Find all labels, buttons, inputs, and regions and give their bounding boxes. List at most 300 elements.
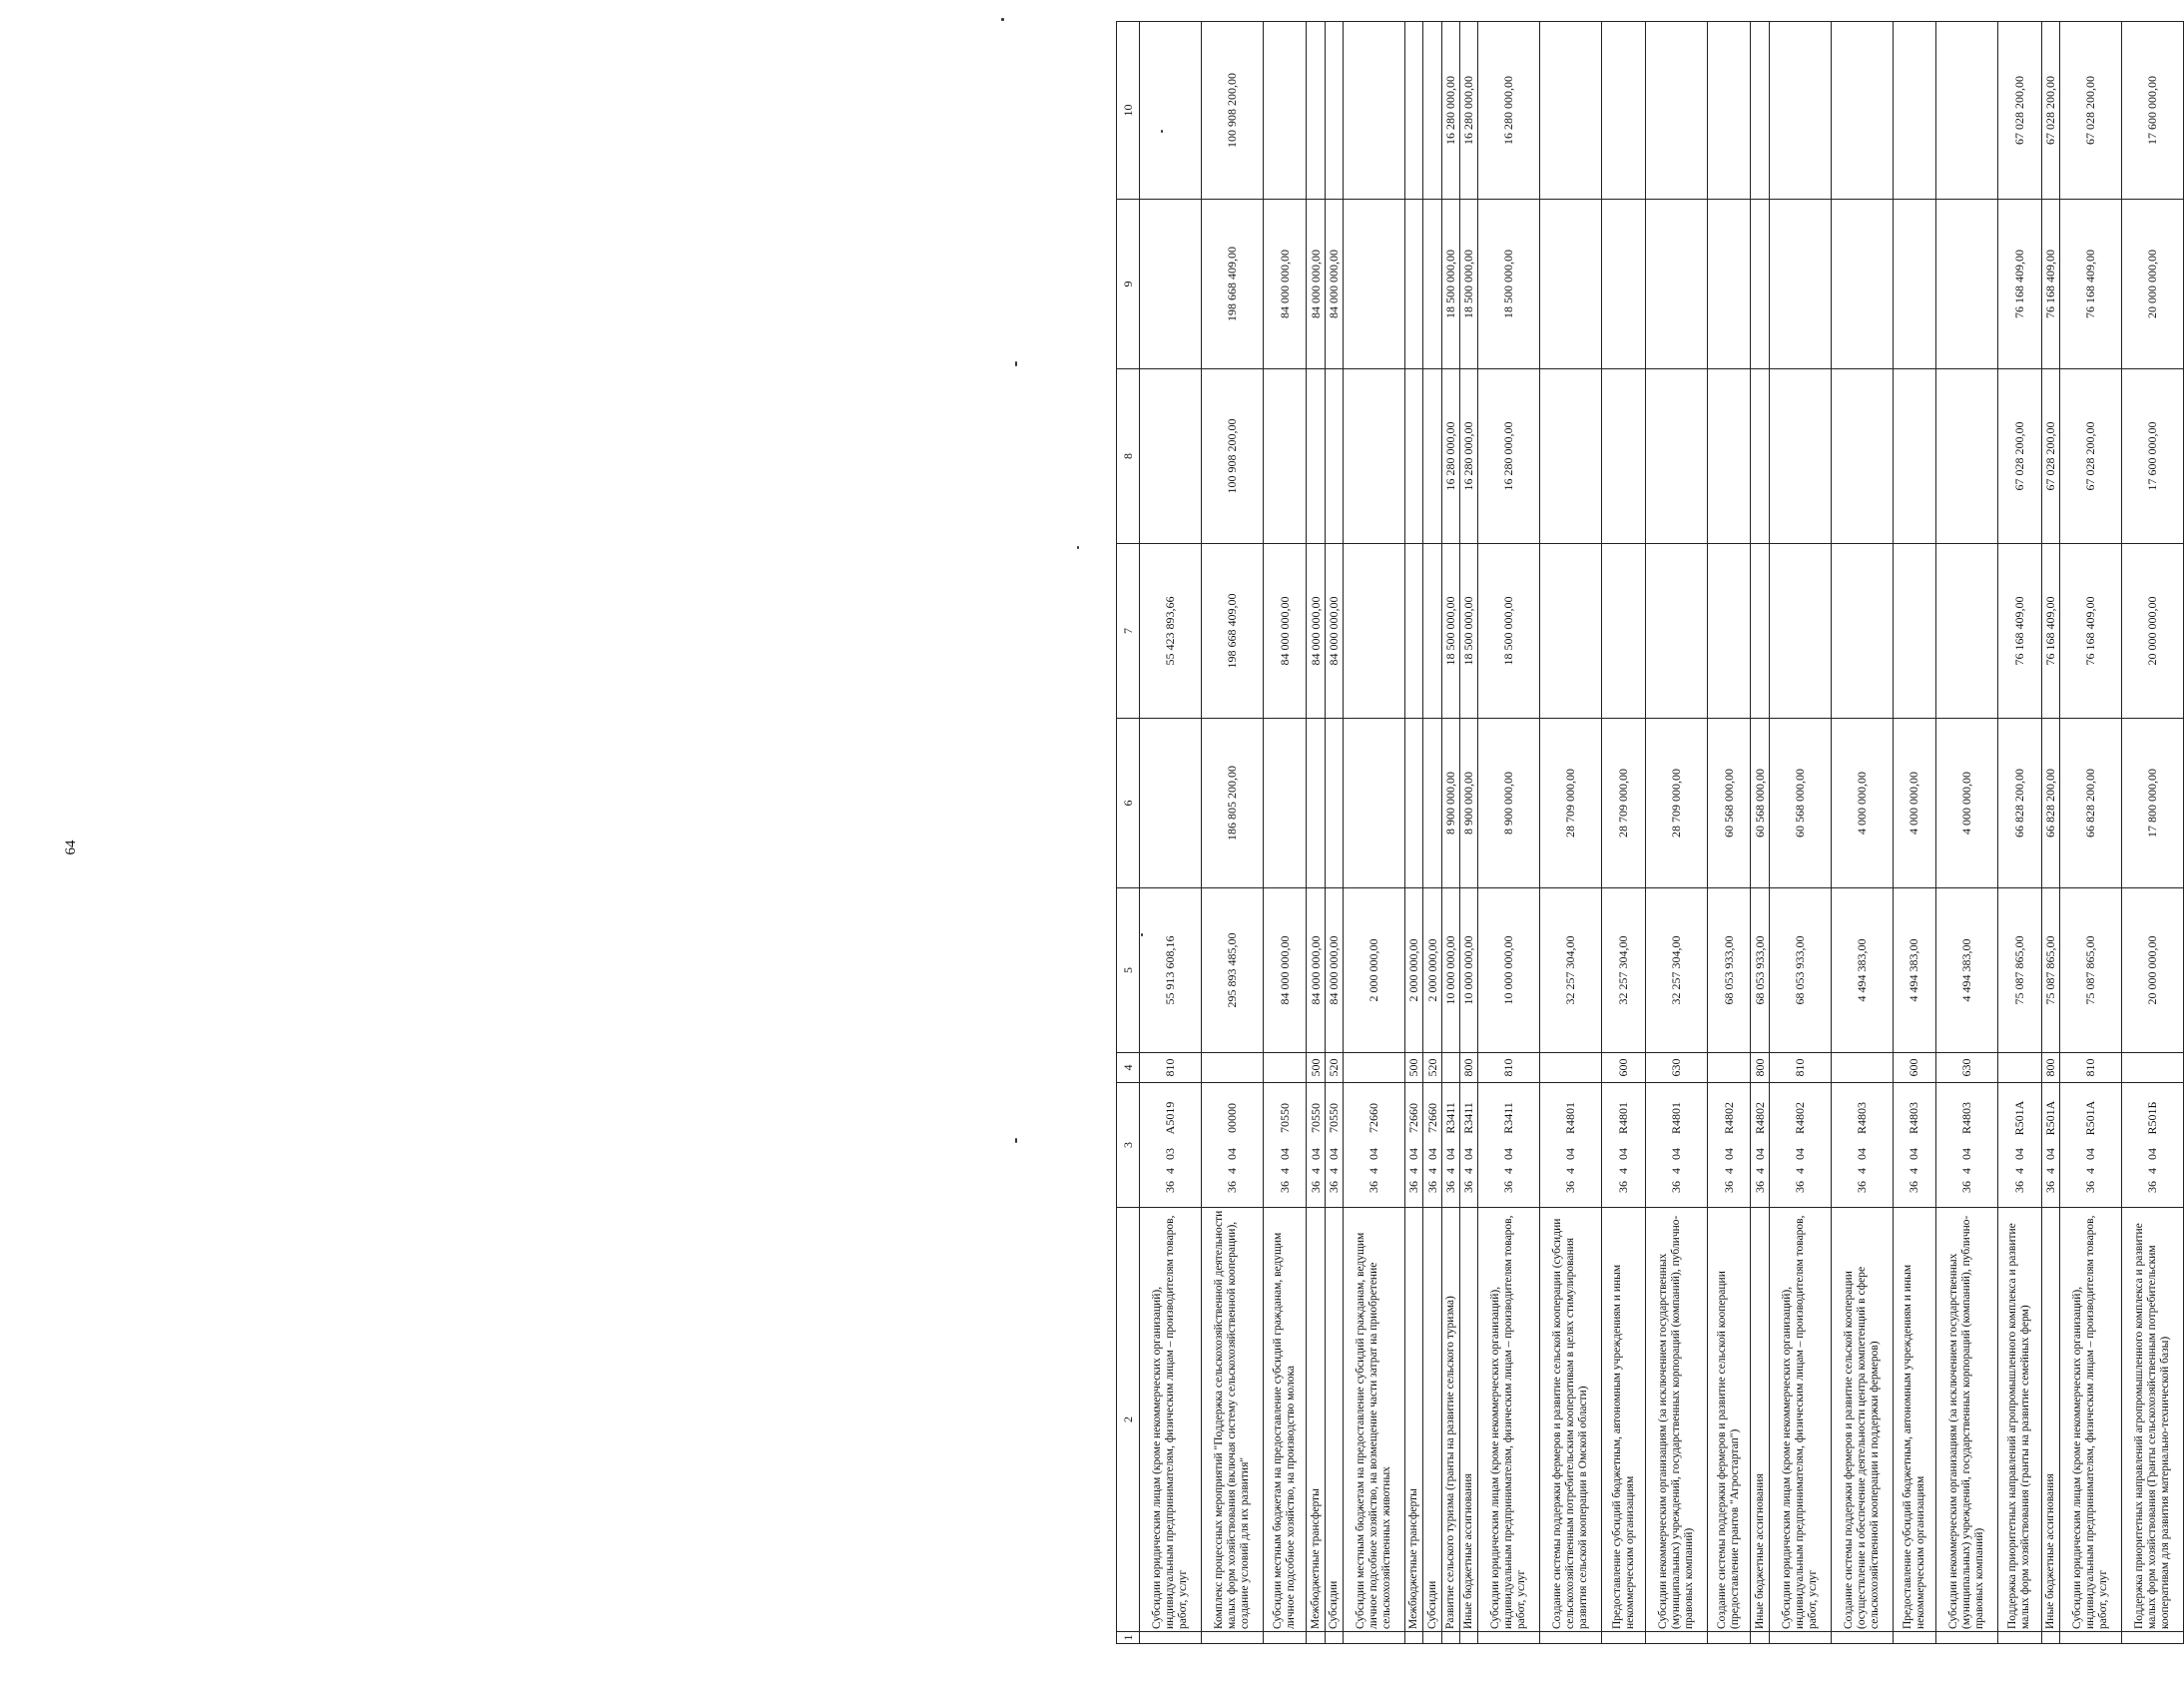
row-index-cell xyxy=(1893,1632,1936,1644)
amount-cell-v10: 16 280 000,00 xyxy=(1478,22,1540,200)
expense-type-cell xyxy=(1263,1053,1307,1083)
expense-type-cell: 500 xyxy=(1405,1053,1423,1083)
amount-cell-v9: 84 000 000,00 xyxy=(1263,200,1307,369)
budget-code-part: 4 xyxy=(1721,1168,1736,1174)
budget-code-cell xyxy=(1769,1083,1831,1208)
amount-cell-v9 xyxy=(1405,200,1423,369)
amount-cell-v5: 68 053 933,00 xyxy=(1707,888,1751,1053)
amount-cell-v9: 20 000 000,00 xyxy=(2121,200,2183,369)
budget-code-cell xyxy=(1602,1083,1646,1208)
amount-cell-v7 xyxy=(1540,544,1602,719)
amount-cell-v5: 10 000 000,00 xyxy=(1460,888,1478,1053)
amount-cell-v8: 16 280 000,00 xyxy=(1478,369,1540,544)
scan-speck xyxy=(1015,361,1017,366)
expense-type-cell: 810 xyxy=(2059,1053,2121,1083)
amount-cell-v8: 16 280 000,00 xyxy=(1460,369,1478,544)
amount-cell-v10 xyxy=(1344,22,1405,200)
amount-cell-v5: 68 053 933,00 xyxy=(1769,888,1831,1053)
amount-cell-v10: 16 280 000,00 xyxy=(1441,22,1459,200)
budget-code-part: R501A xyxy=(2011,1100,2026,1136)
amount-cell-v5: 32 257 304,00 xyxy=(1645,888,1707,1053)
budget-code-part: 04 xyxy=(2042,1148,2057,1160)
budget-code-part: 36 xyxy=(1406,1181,1421,1193)
amount-cell-v9 xyxy=(1831,200,1893,369)
amount-cell-v5: 55 913 608,16 xyxy=(1140,888,1202,1053)
amount-cell-v7: 18 500 000,00 xyxy=(1460,544,1478,719)
amount-cell-v7 xyxy=(1645,544,1707,719)
amount-cell-v8 xyxy=(1140,369,1202,544)
budget-code-part: 4 xyxy=(1308,1168,1323,1174)
amount-cell-v9: 18 500 000,00 xyxy=(1460,200,1478,369)
budget-code-cell xyxy=(1405,1083,1423,1208)
budget-code-part: 4 xyxy=(1907,1168,1921,1174)
budget-code-cell xyxy=(1540,1083,1602,1208)
amount-cell-v10: 100 908 200,00 xyxy=(1201,22,1263,200)
budget-code-cell xyxy=(1201,1083,1263,1208)
amount-cell-v7: 76 168 409,00 xyxy=(2041,544,2059,719)
table-row xyxy=(1751,22,1769,1644)
budget-code-part: 70550 xyxy=(1308,1103,1323,1133)
budget-code-part: 36 xyxy=(1616,1181,1631,1193)
budget-code-cell xyxy=(2041,1083,2059,1208)
rotated-table-container xyxy=(1116,22,2184,1644)
amount-cell-v8 xyxy=(1602,369,1646,544)
amount-cell-v10: 67 028 200,00 xyxy=(2041,22,2059,200)
amount-cell-v10 xyxy=(1307,22,1325,200)
amount-cell-v7 xyxy=(1751,544,1769,719)
amount-cell-v8 xyxy=(1751,369,1769,544)
amount-cell-v8: 67 028 200,00 xyxy=(2059,369,2121,544)
budget-code-part: 36 xyxy=(1162,1181,1177,1193)
budget-code-part: 4 xyxy=(1752,1168,1767,1174)
budget-code-part: 4 xyxy=(1224,1168,1239,1174)
budget-code-part: R501Б xyxy=(2144,1101,2159,1135)
amount-cell-v5: 295 893 485,00 xyxy=(1201,888,1263,1053)
expense-type-cell xyxy=(1201,1053,1263,1083)
row-index-cell xyxy=(2059,1632,2121,1644)
amount-cell-v6: 28 709 000,00 xyxy=(1540,719,1602,888)
budget-code-part: 04 xyxy=(1668,1148,1683,1160)
amount-cell-v8: 67 028 200,00 xyxy=(2041,369,2059,544)
amount-cell-v8 xyxy=(1263,369,1307,544)
budget-code-cell xyxy=(1478,1083,1540,1208)
item-name-cell: Субсидии юридическим лицам (кроме некоммерческих организаций), индивидуальным предпринимателям, физическим лицам – производителям товаров, работ, услуг xyxy=(1478,1208,1540,1632)
amount-cell-v6: 8 900 000,00 xyxy=(1460,719,1478,888)
amount-cell-v9 xyxy=(1645,200,1707,369)
budget-table xyxy=(1116,21,2184,1644)
expense-type-cell: 600 xyxy=(1893,1053,1936,1083)
amount-cell-v6 xyxy=(1325,719,1343,888)
amount-cell-v6: 8 900 000,00 xyxy=(1441,719,1459,888)
amount-cell-v6 xyxy=(1307,719,1325,888)
amount-cell-v5: 4 494 383,00 xyxy=(1893,888,1936,1053)
amount-cell-v8 xyxy=(1645,369,1707,544)
budget-code-part: 04 xyxy=(1616,1148,1631,1160)
budget-code-part: 4 xyxy=(1616,1168,1631,1174)
amount-cell-v5: 84 000 000,00 xyxy=(1307,888,1325,1053)
budget-code-cell xyxy=(1441,1083,1459,1208)
table-row xyxy=(2121,22,2183,1644)
table-row xyxy=(1460,22,1478,1644)
amount-cell-v7: 84 000 000,00 xyxy=(1263,544,1307,719)
expense-type-cell: 630 xyxy=(1645,1053,1707,1083)
budget-code-part: 04 xyxy=(1461,1148,1476,1160)
budget-code-part: 04 xyxy=(1326,1148,1341,1160)
budget-code-part: 04 xyxy=(2082,1148,2097,1160)
item-name-cell: Субсидии некоммерческим организациям (за исключением государственных (муниципальных) учреждений, государственных корпораций (компаний), публично-правовых компаний) xyxy=(1936,1208,1998,1632)
table-row xyxy=(1831,22,1893,1644)
amount-cell-v6 xyxy=(1423,719,1441,888)
amount-cell-v6: 28 709 000,00 xyxy=(1602,719,1646,888)
amount-cell-v9 xyxy=(1423,200,1441,369)
table-row xyxy=(1344,22,1405,1644)
item-name-cell: Субсидии xyxy=(1325,1208,1343,1632)
item-name-cell: Иные бюджетные ассигнования xyxy=(1460,1208,1478,1632)
budget-code-part: 04 xyxy=(1563,1148,1578,1160)
amount-cell-v10 xyxy=(1540,22,1602,200)
budget-code-part: 04 xyxy=(1308,1148,1323,1160)
amount-cell-v7: 76 168 409,00 xyxy=(2059,544,2121,719)
budget-code-cell xyxy=(1325,1083,1343,1208)
budget-code-part: R4803 xyxy=(1854,1102,1869,1135)
item-name-cell: Субсидии местным бюджетам на предоставление субсидий гражданам, ведущим личное подсобное хозяйство, на возмещение части затрат на приобретение сельскохозяйственных животных xyxy=(1344,1208,1405,1632)
budget-code-part: 04 xyxy=(1277,1148,1292,1160)
budget-code-part: 4 xyxy=(1792,1168,1807,1174)
table-row xyxy=(1325,22,1343,1644)
budget-code-part: R4801 xyxy=(1563,1102,1578,1135)
budget-code-part: 36 xyxy=(1424,1181,1439,1193)
budget-code-part: A5019 xyxy=(1162,1101,1177,1135)
budget-code-part: R4803 xyxy=(1907,1102,1921,1135)
row-index-cell xyxy=(1602,1632,1646,1644)
column-header: 7 xyxy=(1117,544,1140,719)
budget-code-part: R3411 xyxy=(1461,1102,1476,1134)
amount-cell-v6 xyxy=(1263,719,1307,888)
budget-code-part: 4 xyxy=(1461,1168,1476,1174)
expense-type-cell xyxy=(1707,1053,1751,1083)
amount-cell-v6: 60 568 000,00 xyxy=(1707,719,1751,888)
scan-speck xyxy=(1015,1138,1017,1143)
amount-cell-v8 xyxy=(1936,369,1998,544)
amount-cell-v6 xyxy=(1344,719,1405,888)
budget-code-cell xyxy=(2059,1083,2121,1208)
budget-code-part: 04 xyxy=(1854,1148,1869,1160)
item-name-cell: Субсидии местным бюджетам на предоставление субсидий гражданам, ведущим личное подсобное хозяйство, на производство молока xyxy=(1263,1208,1307,1632)
budget-code-part: 70550 xyxy=(1277,1103,1292,1133)
budget-code-part: R4801 xyxy=(1616,1102,1631,1135)
amount-cell-v5: 75 087 865,00 xyxy=(2059,888,2121,1053)
expense-type-cell: 800 xyxy=(1751,1053,1769,1083)
amount-cell-v8 xyxy=(1423,369,1441,544)
amount-cell-v7 xyxy=(1423,544,1441,719)
item-name-cell: Иные бюджетные ассигнования xyxy=(2041,1208,2059,1632)
expense-type-cell: 520 xyxy=(1423,1053,1441,1083)
budget-code-cell xyxy=(1893,1083,1936,1208)
budget-code-cell xyxy=(1751,1083,1769,1208)
budget-code-part: R4802 xyxy=(1792,1102,1807,1135)
row-index-cell xyxy=(1423,1632,1441,1644)
budget-code-part: R501A xyxy=(2082,1100,2097,1136)
row-index-cell xyxy=(1201,1632,1263,1644)
expense-type-cell xyxy=(1344,1053,1405,1083)
budget-code-part: 36 xyxy=(2144,1181,2159,1193)
budget-code-cell xyxy=(1831,1083,1893,1208)
table-row xyxy=(1478,22,1540,1644)
row-index-cell xyxy=(1751,1632,1769,1644)
scan-speck xyxy=(1141,933,1143,936)
amount-cell-v10 xyxy=(1263,22,1307,200)
budget-code-part: 04 xyxy=(2144,1148,2159,1160)
budget-code-part: 03 xyxy=(1162,1148,1177,1160)
amount-cell-v8 xyxy=(1831,369,1893,544)
amount-cell-v8 xyxy=(1325,369,1343,544)
budget-code-part: 36 xyxy=(1721,1181,1736,1193)
table-row xyxy=(1263,22,1307,1644)
amount-cell-v5: 68 053 933,00 xyxy=(1751,888,1769,1053)
budget-code-part: 36 xyxy=(1752,1181,1767,1193)
row-index-cell xyxy=(2041,1632,2059,1644)
amount-cell-v9 xyxy=(1602,200,1646,369)
budget-code-part: 36 xyxy=(1563,1181,1578,1193)
column-header: 5 xyxy=(1117,888,1140,1053)
row-index-cell xyxy=(1263,1632,1307,1644)
table-row xyxy=(1423,22,1441,1644)
amount-cell-v10 xyxy=(1751,22,1769,200)
row-index-cell xyxy=(1707,1632,1751,1644)
expense-type-cell: 810 xyxy=(1140,1053,1202,1083)
item-name-cell: Предоставление субсидий бюджетным, автономным учреждениям и иным некоммерческим организациям xyxy=(1602,1208,1646,1632)
amount-cell-v10: 67 028 200,00 xyxy=(2059,22,2121,200)
budget-code-part: 36 xyxy=(1326,1181,1341,1193)
budget-code-part: 36 xyxy=(1366,1181,1381,1193)
table-row xyxy=(2041,22,2059,1644)
amount-cell-v6: 60 568 000,00 xyxy=(1751,719,1769,888)
item-name-cell: Межбюджетные трансферты xyxy=(1307,1208,1325,1632)
table-row xyxy=(1602,22,1646,1644)
expense-type-cell xyxy=(1441,1053,1459,1083)
table-row xyxy=(1140,22,1202,1644)
column-header: 9 xyxy=(1117,200,1140,369)
budget-code-part: 04 xyxy=(2011,1148,2026,1160)
row-index-cell xyxy=(1140,1632,1202,1644)
amount-cell-v10 xyxy=(1325,22,1343,200)
budget-code-part: 4 xyxy=(2011,1168,2026,1174)
budget-code-part: 36 xyxy=(1277,1181,1292,1193)
amount-cell-v8: 100 908 200,00 xyxy=(1201,369,1263,544)
budget-code-part: 36 xyxy=(1461,1181,1476,1193)
amount-cell-v5: 75 087 865,00 xyxy=(1998,888,2042,1053)
amount-cell-v7 xyxy=(1707,544,1751,719)
budget-code-part: 04 xyxy=(1224,1148,1239,1160)
column-header: 10 xyxy=(1117,22,1140,200)
budget-code-cell xyxy=(1707,1083,1751,1208)
table-header-row xyxy=(1117,22,1140,1644)
item-name-cell: Поддержка приоритетных направлений агропромышленного комплекса и развитие малых форм хозяйствования (Гранты сельскохозяйственным потребительским кооперативам для развития материально-технической базы) xyxy=(2121,1208,2183,1632)
amount-cell-v9: 76 168 409,00 xyxy=(2041,200,2059,369)
expense-type-cell xyxy=(2121,1053,2183,1083)
table-row xyxy=(1405,22,1423,1644)
budget-code-cell xyxy=(1140,1083,1202,1208)
budget-code-cell xyxy=(1344,1083,1405,1208)
table-row xyxy=(1307,22,1325,1644)
budget-code-cell xyxy=(2121,1083,2183,1208)
amount-cell-v6: 28 709 000,00 xyxy=(1645,719,1707,888)
budget-code-cell xyxy=(1263,1083,1307,1208)
table-row xyxy=(1769,22,1831,1644)
amount-cell-v7: 84 000 000,00 xyxy=(1325,544,1343,719)
amount-cell-v9 xyxy=(1707,200,1751,369)
table-row xyxy=(1707,22,1751,1644)
budget-code-part: 00000 xyxy=(1224,1103,1239,1133)
budget-code-cell xyxy=(1645,1083,1707,1208)
budget-code-part: 36 xyxy=(2082,1181,2097,1193)
amount-cell-v7 xyxy=(1893,544,1936,719)
column-header: 2 xyxy=(1117,1208,1140,1632)
column-header: 8 xyxy=(1117,369,1140,544)
expense-type-cell xyxy=(1540,1053,1602,1083)
table-row xyxy=(1936,22,1998,1644)
budget-code-part: 04 xyxy=(1959,1148,1974,1160)
amount-cell-v10 xyxy=(1140,22,1202,200)
amount-cell-v9: 18 500 000,00 xyxy=(1478,200,1540,369)
table-body xyxy=(1140,22,2184,1644)
amount-cell-v7: 18 500 000,00 xyxy=(1478,544,1540,719)
amount-cell-v5: 2 000 000,00 xyxy=(1423,888,1441,1053)
item-name-cell: Создание системы поддержки фермеров и развитие сельской кооперации (предоставление грантов "Агростартап") xyxy=(1707,1208,1751,1632)
budget-code-cell xyxy=(1307,1083,1325,1208)
amount-cell-v7 xyxy=(1769,544,1831,719)
amount-cell-v9: 76 168 409,00 xyxy=(2059,200,2121,369)
amount-cell-v7: 20 000 000,00 xyxy=(2121,544,2183,719)
budget-code-part: 4 xyxy=(1854,1168,1869,1174)
expense-type-cell: 800 xyxy=(1460,1053,1478,1083)
amount-cell-v5: 84 000 000,00 xyxy=(1263,888,1307,1053)
budget-code-part: 04 xyxy=(1721,1148,1736,1160)
amount-cell-v10: 17 600 000,00 xyxy=(2121,22,2183,200)
amount-cell-v5: 20 000 000,00 xyxy=(2121,888,2183,1053)
amount-cell-v10 xyxy=(1645,22,1707,200)
budget-code-part: R3411 xyxy=(1442,1102,1457,1134)
budget-code-part: 36 xyxy=(1308,1181,1323,1193)
amount-cell-v10 xyxy=(1936,22,1998,200)
amount-cell-v6: 66 828 200,00 xyxy=(2041,719,2059,888)
amount-cell-v6: 8 900 000,00 xyxy=(1478,719,1540,888)
amount-cell-v5: 4 494 383,00 xyxy=(1936,888,1998,1053)
budget-code-part: 36 xyxy=(1792,1181,1807,1193)
amount-cell-v10 xyxy=(1769,22,1831,200)
amount-cell-v6: 17 800 000,00 xyxy=(2121,719,2183,888)
row-index-cell xyxy=(1405,1632,1423,1644)
scan-speck xyxy=(1161,130,1163,133)
row-index-cell xyxy=(1769,1632,1831,1644)
item-name-cell: Создание системы поддержки фермеров и развитие сельской кооперации (субсидии сельскохозяйственным потребительским кооперативам в целях стимулирования развития сельской кооперации в Омской области) xyxy=(1540,1208,1602,1632)
budget-code-part: 72660 xyxy=(1366,1103,1381,1133)
amount-cell-v5: 10 000 000,00 xyxy=(1478,888,1540,1053)
budget-code-part: 04 xyxy=(1442,1148,1457,1160)
amount-cell-v6: 60 568 000,00 xyxy=(1769,719,1831,888)
row-index-cell xyxy=(1540,1632,1602,1644)
amount-cell-v5: 2 000 000,00 xyxy=(1405,888,1423,1053)
amount-cell-v6: 66 828 200,00 xyxy=(1998,719,2042,888)
item-name-cell: Предоставление субсидий бюджетным, автономным учреждениям и иным некоммерческим организациям xyxy=(1893,1208,1936,1632)
amount-cell-v7: 18 500 000,00 xyxy=(1441,544,1459,719)
row-index-cell xyxy=(1325,1632,1343,1644)
budget-code-part: 4 xyxy=(1326,1168,1341,1174)
expense-type-cell xyxy=(1831,1053,1893,1083)
amount-cell-v6: 186 805 200,00 xyxy=(1201,719,1263,888)
item-name-cell: Развитие сельского туризма (гранты на развитие сельского туризма) xyxy=(1441,1208,1459,1632)
amount-cell-v8: 17 600 000,00 xyxy=(2121,369,2183,544)
budget-code-cell xyxy=(1423,1083,1441,1208)
budget-code-part: 4 xyxy=(1277,1168,1292,1174)
budget-code-part: 04 xyxy=(1406,1148,1421,1160)
amount-cell-v9 xyxy=(1769,200,1831,369)
budget-code-part: 36 xyxy=(2042,1181,2057,1193)
budget-code-cell xyxy=(1460,1083,1478,1208)
scan-speck xyxy=(1001,18,1004,21)
budget-code-part: 36 xyxy=(1668,1181,1683,1193)
table-row xyxy=(1201,22,1263,1644)
row-index-cell xyxy=(2121,1632,2183,1644)
budget-code-part: 36 xyxy=(1224,1181,1239,1193)
item-name-cell: Субсидии юридическим лицам (кроме некоммерческих организаций), индивидуальным предпринимателям, физическим лицам – производителям товаров, работ, услуг xyxy=(1769,1208,1831,1632)
expense-type-cell: 520 xyxy=(1325,1053,1343,1083)
row-index-cell xyxy=(1645,1632,1707,1644)
budget-code-part: 4 xyxy=(1668,1168,1683,1174)
budget-code-part: 36 xyxy=(1854,1181,1869,1193)
column-header: 3 xyxy=(1117,1083,1140,1208)
amount-cell-v8 xyxy=(1540,369,1602,544)
row-index-cell xyxy=(1344,1632,1405,1644)
amount-cell-v7 xyxy=(1405,544,1423,719)
budget-code-part: R4801 xyxy=(1668,1102,1683,1135)
amount-cell-v9 xyxy=(1540,200,1602,369)
amount-cell-v7: 76 168 409,00 xyxy=(1998,544,2042,719)
amount-cell-v8 xyxy=(1307,369,1325,544)
table-row xyxy=(1893,22,1936,1644)
budget-code-part: 4 xyxy=(1501,1168,1516,1174)
amount-cell-v7: 198 668 409,00 xyxy=(1201,544,1263,719)
budget-code-part: 70550 xyxy=(1326,1103,1341,1133)
row-index-cell xyxy=(1441,1632,1459,1644)
amount-cell-v9: 198 668 409,00 xyxy=(1201,200,1263,369)
amount-cell-v8 xyxy=(1893,369,1936,544)
amount-cell-v6 xyxy=(1140,719,1202,888)
row-index-cell xyxy=(1831,1632,1893,1644)
amount-cell-v10: 16 280 000,00 xyxy=(1460,22,1478,200)
budget-code-part: 4 xyxy=(2042,1168,2057,1174)
budget-code-part: 04 xyxy=(1366,1148,1381,1160)
budget-code-cell xyxy=(1936,1083,1998,1208)
amount-cell-v7 xyxy=(1831,544,1893,719)
item-name-cell: Иные бюджетные ассигнования xyxy=(1751,1208,1769,1632)
amount-cell-v9: 18 500 000,00 xyxy=(1441,200,1459,369)
row-index-cell xyxy=(1998,1632,2042,1644)
item-name-cell: Комплекс процессных мероприятий "Поддержка сельскохозяйственной деятельности малых форм хозяйствования (включая систему сельскохозяйственной кооперации), создание условий для их развития" xyxy=(1201,1208,1263,1632)
amount-cell-v7: 84 000 000,00 xyxy=(1307,544,1325,719)
budget-code-part: 36 xyxy=(2011,1181,2026,1193)
row-index-cell xyxy=(1307,1632,1325,1644)
budget-code-part: 04 xyxy=(1424,1148,1439,1160)
expense-type-cell: 810 xyxy=(1769,1053,1831,1083)
amount-cell-v10 xyxy=(1423,22,1441,200)
budget-code-part: 04 xyxy=(1907,1148,1921,1160)
expense-type-cell: 630 xyxy=(1936,1053,1998,1083)
amount-cell-v7 xyxy=(1936,544,1998,719)
amount-cell-v5: 32 257 304,00 xyxy=(1540,888,1602,1053)
row-index-cell xyxy=(1936,1632,1998,1644)
amount-cell-v7 xyxy=(1344,544,1405,719)
